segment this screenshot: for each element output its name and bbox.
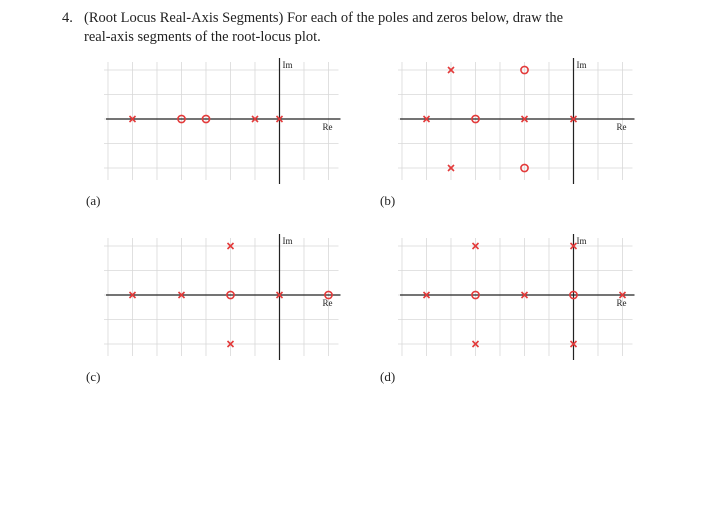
real-axis-label: Re <box>322 298 333 308</box>
plot-c-svg <box>98 232 348 392</box>
imag-axis-label: Im <box>282 236 293 246</box>
plot-c-label: (c) <box>86 369 101 384</box>
problem-text-line-1: (Root Locus Real-Axis Segments) For each of the poles and zeros below, draw the <box>84 10 564 26</box>
imag-axis-label: Im <box>576 60 587 70</box>
plot-a-label: (a) <box>86 193 101 208</box>
plot-c <box>86 232 398 402</box>
plot-d-svg <box>392 232 642 392</box>
plot-b-label: (b) <box>380 193 396 208</box>
plot-d <box>380 232 692 402</box>
imag-axis-label: Im <box>576 236 587 246</box>
real-axis-label: Re <box>616 298 627 308</box>
real-axis-label: Re <box>322 122 333 132</box>
real-axis-label: Re <box>616 122 627 132</box>
imag-axis-label: Im <box>282 60 293 70</box>
problem-text-line-2: real-axis segments of the root-locus plot. <box>84 29 321 45</box>
plot-d-label: (d) <box>380 369 396 384</box>
plot-a-svg <box>98 56 348 216</box>
plot-b-svg <box>392 56 642 216</box>
plot-a <box>86 56 398 226</box>
problem-number: 4. <box>62 10 73 26</box>
plot-b <box>380 56 692 226</box>
